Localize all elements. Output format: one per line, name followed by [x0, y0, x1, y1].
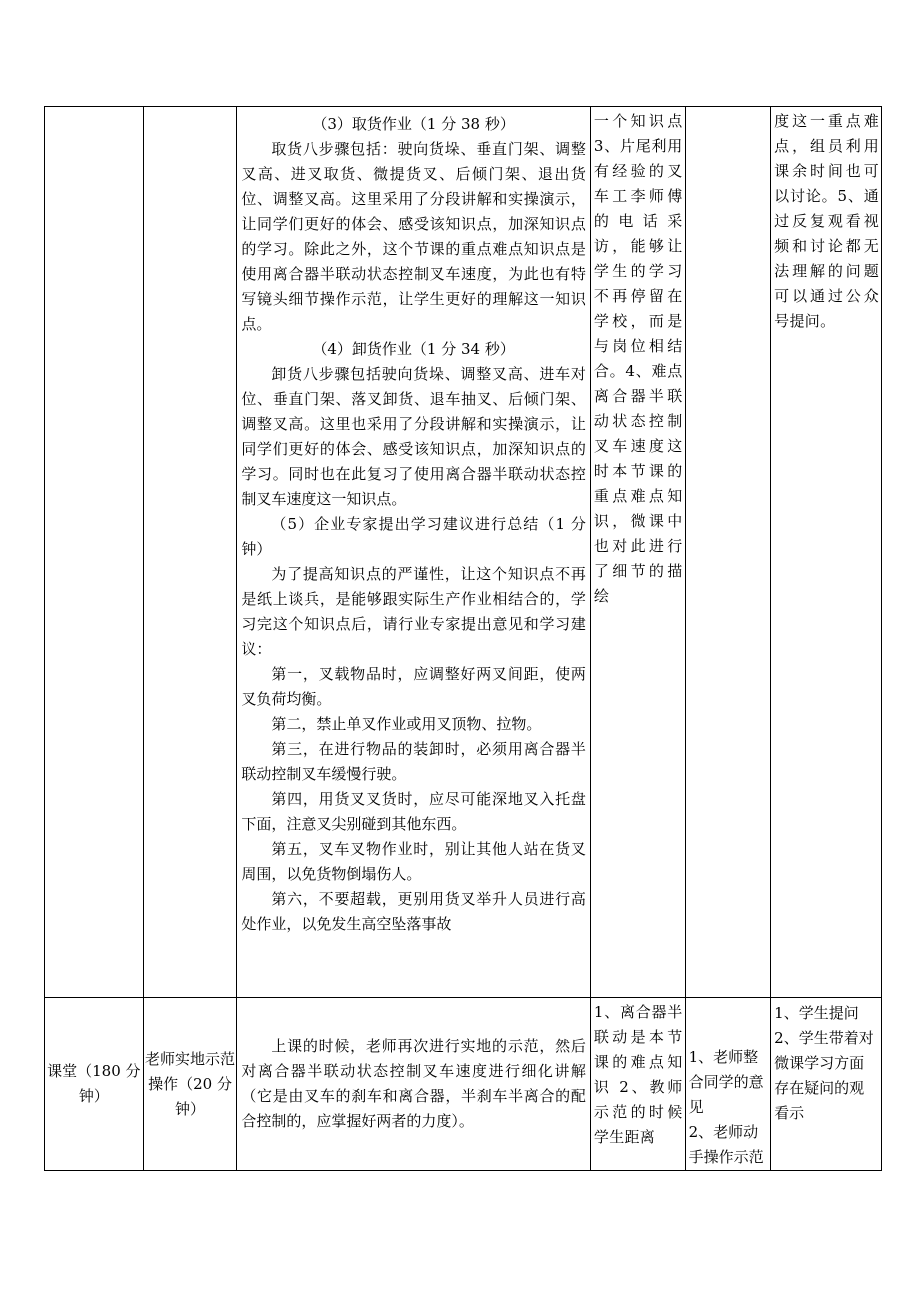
- teacher-cell-empty: [685, 107, 771, 998]
- student-item-2: 2、学生带着对微课学习方面存在疑问的观看示: [774, 1029, 874, 1122]
- pickup-paragraph: 取货八步骤包括：驶向货垛、垂直门架、调整叉高、进叉取货、微提货叉、后倾门架、退出货位、调整叉高。这里采用了分段讲解和实操演示，让同学们更好的体会、感受该知识点，加深知识点的学习。除此之外，这个节课的重点难点知识点是使用离合器半联动状态控制叉车速度，为此也有特写镜头细节操作示范，让学生更好的理解这一知识点。: [241, 140, 586, 333]
- student-notes-cell: [771, 107, 882, 998]
- design-intent-cell: [590, 107, 685, 998]
- content-cell: [237, 107, 591, 998]
- suggestion-2: 第二，禁止单叉作业或用叉顶物、拉物。: [271, 715, 542, 733]
- design-intent-text: 1、离合器半联动是本节课的难点知识 2、教师示范的时候学生距离: [593, 1003, 683, 1146]
- suggestion-5: 第五，叉车叉物作业时，别让其他人站在货叉周围，以免货物倒塌伤人。: [241, 840, 586, 883]
- activity-label: 老师实地示范操作（20 分钟）: [145, 1049, 236, 1118]
- section-heading-pickup: （3）取货作业（1 分 38 秒）: [312, 115, 515, 133]
- design-intent-text: 一个知识点3、片尾利用有经验的叉车工李师傅的电话采访，能够让学生的学习不再停留在学校，而是与岗位相结合。4、难点离合器半联动状态控制叉车速度这时本节课的重点难点知识，微课中也对此进行了细节的描绘: [593, 112, 683, 605]
- table-row: [45, 107, 882, 998]
- stage-cell-empty: [45, 107, 144, 998]
- student-cell: [771, 998, 882, 1171]
- teacher-item-2: 2、老师动手操作示范: [688, 1123, 764, 1166]
- section-heading-expert: （5）企业专家提出学习建议进行总结（1 分钟）: [241, 515, 586, 558]
- suggestion-1: 第一，叉载物品时，应调整好两叉间距，使两叉负荷均衡。: [241, 665, 586, 708]
- design-intent-cell: [590, 998, 685, 1171]
- unload-paragraph: 卸货八步骤包括驶向货垛、调整叉高、进车对位、垂直门架、落叉卸货、退车抽叉、后倾门架、调整叉高。这里也采用了分段讲解和实操演示，让同学们更好的体会、感受该知识点，加深知识点的学习。同时也在此复习了使用离合器半联动状态控制叉车速度这一知识点。: [241, 365, 586, 508]
- table-row: [45, 998, 882, 1171]
- section-heading-unload: （4）卸货作业（1 分 34 秒）: [312, 340, 515, 358]
- student-notes-text: 度这一重点难点，组员利用课余时间也可以讨论。5、通过反复观看视频和讨论都无法理解的问题可以通过公众号提问。: [774, 112, 879, 330]
- demo-paragraph: 上课的时候，老师再次进行实地的示范，然后对离合器半联动状态控制叉车速度进行细化讲解（它是由叉车的刹车和离合器，半刹车半离合的配合控制的，应掌握好两者的力度）。: [241, 1037, 586, 1130]
- activity-cell: [143, 998, 237, 1171]
- stage-label: 课堂（180 分钟）: [47, 1062, 141, 1105]
- student-item-1: 1、学生提问: [774, 1004, 859, 1022]
- stage-cell: [45, 998, 144, 1171]
- lesson-plan-table: [44, 106, 882, 1171]
- suggestion-6: 第六，不要超载，更别用货叉举升人员进行高处作业，以免发生高空坠落事故: [241, 890, 586, 933]
- teacher-item-1: 1、老师整合同学的意见: [688, 1048, 764, 1116]
- teacher-cell: [685, 998, 771, 1171]
- suggestion-3: 第三，在进行物品的装卸时，必须用离合器半联动控制叉车缓慢行驶。: [241, 740, 586, 783]
- content-cell: [237, 998, 591, 1171]
- activity-cell-empty: [143, 107, 237, 998]
- suggestion-4: 第四，用货叉叉货时，应尽可能深地叉入托盘下面，注意叉尖别碰到其他东西。: [241, 790, 586, 833]
- expert-paragraph: 为了提高知识点的严谨性，让这个知识点不再是纸上谈兵，是能够跟实际生产作业相结合的，学习完这个知识点后，请行业专家提出意见和学习建议：: [241, 565, 586, 658]
